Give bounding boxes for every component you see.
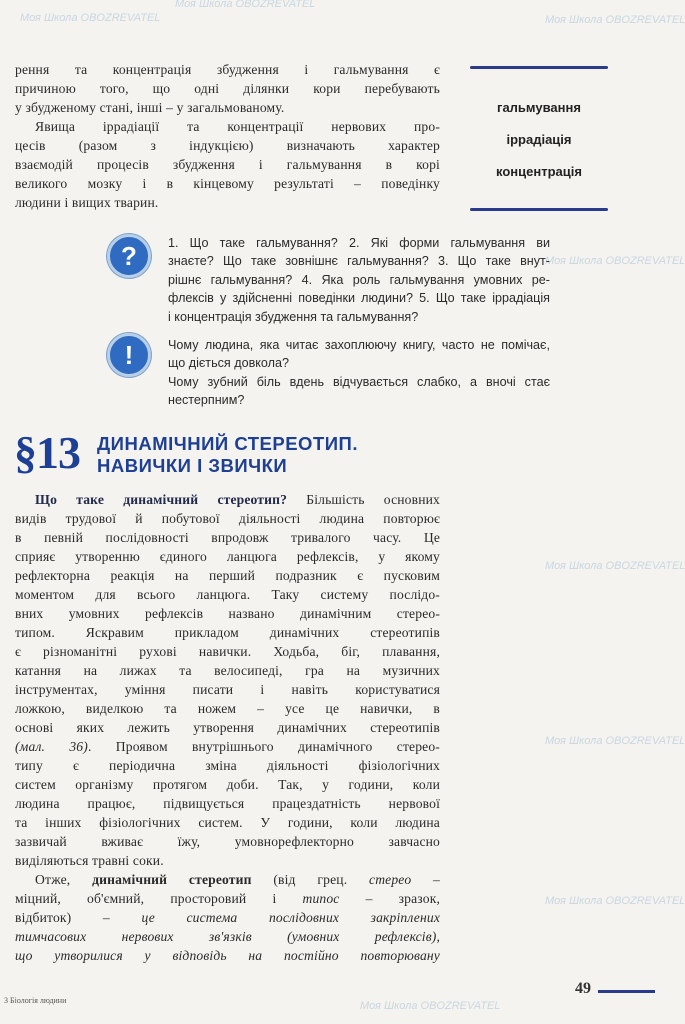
margin-term: концентрація [496, 164, 582, 179]
text-line: систем організму протягом доби. Так, у години, коли [15, 777, 440, 792]
text-line: катання на лижах та велосипеді, гра на музичних [15, 663, 440, 678]
text-line: моментом для всього ланцюга. Таку систему послідо- [15, 587, 440, 602]
text-line: рефлекторна реакція на перший подразник є пусковим [15, 568, 440, 583]
page-number-rule [598, 990, 655, 993]
question-icon: ? [107, 234, 151, 278]
text-line: цесів (разом з індукцією) визначають характер [15, 138, 440, 153]
think-line: що діється довкола? [168, 356, 290, 370]
text-line: у збудженому стані, інші – у загальмованому. [15, 100, 285, 115]
exclamation-icon: ! [107, 333, 151, 377]
margin-divider [470, 208, 608, 211]
text-line: типу є періодична зміна діяльності фізіологічних [15, 758, 440, 773]
text-line: зазвичай вживає їжу, умовнорефлекторно завчасно [15, 834, 440, 849]
text-line: та інших фізіологічних систем. У години, коли людина [15, 815, 440, 830]
margin-term: іррадіація [506, 132, 572, 147]
text-span: міцний, об'ємний, просторовий і [15, 891, 303, 906]
question-line: 1. Що таке гальмування? 2. Які форми гальмування ви [168, 236, 550, 250]
text-line: людини і вищих тварин. [15, 195, 159, 210]
text-span: стерео [369, 872, 412, 887]
text-line: в певній послідовності впродовж тривалого часу. Це [15, 530, 440, 545]
text-line: інструментах, уміння писати і навіть користуватися [15, 682, 440, 697]
question-line: і концентрація збудження та гальмування? [168, 310, 419, 324]
text-line: типом. Яскравим прикладом динамічних стереотипів [15, 625, 440, 640]
text-line [15, 889, 440, 908]
text-line: вних умовних рефлексів названо динамічним стерео- [15, 606, 440, 621]
definition-line: що утворилися у відповідь на постійно повторювану [15, 948, 440, 963]
watermark: Моя Школа OBOZREVATEL [545, 255, 685, 267]
watermark: Моя Школа OBOZREVATEL [545, 895, 685, 907]
question-line: знаєте? Що таке зовнішнє гальмування? 3. Що таке внут- [168, 254, 550, 268]
watermark: Моя Школа OBOZREVATEL [545, 14, 685, 26]
section-title: ДИНАМІЧНИЙ СТЕРЕОТИП. [97, 433, 358, 454]
text-line [15, 737, 440, 756]
text-line: основі яких лежить утворення динамічних стереотипів [15, 720, 440, 735]
section-number: §13 [14, 427, 80, 478]
text-line [15, 908, 440, 927]
watermark: Моя Школа OBOZREVATEL [20, 12, 161, 24]
figure-reference: (мал. 36) [15, 739, 88, 754]
page-number: 49 [575, 980, 591, 997]
question-line: рішнє гальмування? 4. Яка роль гальмування умовних ре- [168, 273, 550, 287]
text-line: рення та концентрація збудження і гальмування є [15, 62, 440, 77]
watermark: Моя Школа OBOZREVATEL [545, 560, 685, 572]
watermark: Моя Школа OBOZREVATEL [545, 735, 685, 747]
definition-text: це система послідовних закріплених [141, 910, 440, 925]
text-span: – зразок, [339, 891, 440, 906]
think-line: Чому зубний біль вдень відчувається слабко, а вночі стає [168, 375, 550, 389]
margin-divider [470, 66, 608, 69]
definition-line: тимчасових нервових зв'язків (умовних рефлексів), [15, 929, 440, 944]
text-span: (від грец. [251, 872, 370, 887]
text-line: Явища іррадіації та концентрації нервових про- [35, 119, 440, 134]
text-span: Отже, [35, 872, 93, 887]
text-line: є різноманітні рухові навички. Ходьба, біг, плавання, [15, 644, 440, 659]
text-span: відбиток) – [15, 910, 142, 925]
question-line: флексів у здійсненні поведінки людини? 5. Що таке іррадіація [168, 291, 550, 305]
subheading: Що таке динамічний стереотип? [35, 492, 288, 507]
text-line [15, 490, 440, 509]
think-line: нестерпним? [168, 393, 245, 407]
term-bold: динамічний стереотип [92, 872, 252, 887]
text-span: – [411, 872, 441, 887]
text-span: . Проявом внутрішнього динамічного стерео- [87, 739, 440, 754]
watermark: Моя Школа OBOZREVATEL [360, 1000, 501, 1012]
text-line: причиною того, що одні ділянки кори перебувають [15, 81, 440, 96]
text-line: взаємодій процесів збудження і гальмування в корі [15, 157, 440, 172]
margin-term: гальмування [497, 100, 581, 115]
text-line: виділяються травні соки. [15, 853, 164, 868]
text-line: людина працює, підвищується працездатність нервової [15, 796, 440, 811]
text-line: видів трудової й побутової діяльності людина повторює [15, 511, 440, 526]
text-span: типос [302, 891, 340, 906]
section-title: НАВИЧКИ І ЗВИЧКИ [97, 455, 288, 476]
text-line: великого мозку і в кінцевому результаті – поведінку [15, 176, 440, 191]
think-line: Чому людина, яка читає захоплюючу книгу, часто не помічає, [168, 338, 550, 352]
text-span: Більшість основних [287, 492, 440, 507]
watermark: Моя Школа OBOZREVATEL [175, 0, 316, 10]
text-line [15, 870, 440, 889]
footer-book-title: 3 Біологія людини [4, 996, 67, 1005]
text-line: ложкою, виделкою та ножем – усе це навички, в [15, 701, 440, 716]
text-line: сприяє утворенню єдиного ланцюга рефлексів, у якому [15, 549, 440, 564]
